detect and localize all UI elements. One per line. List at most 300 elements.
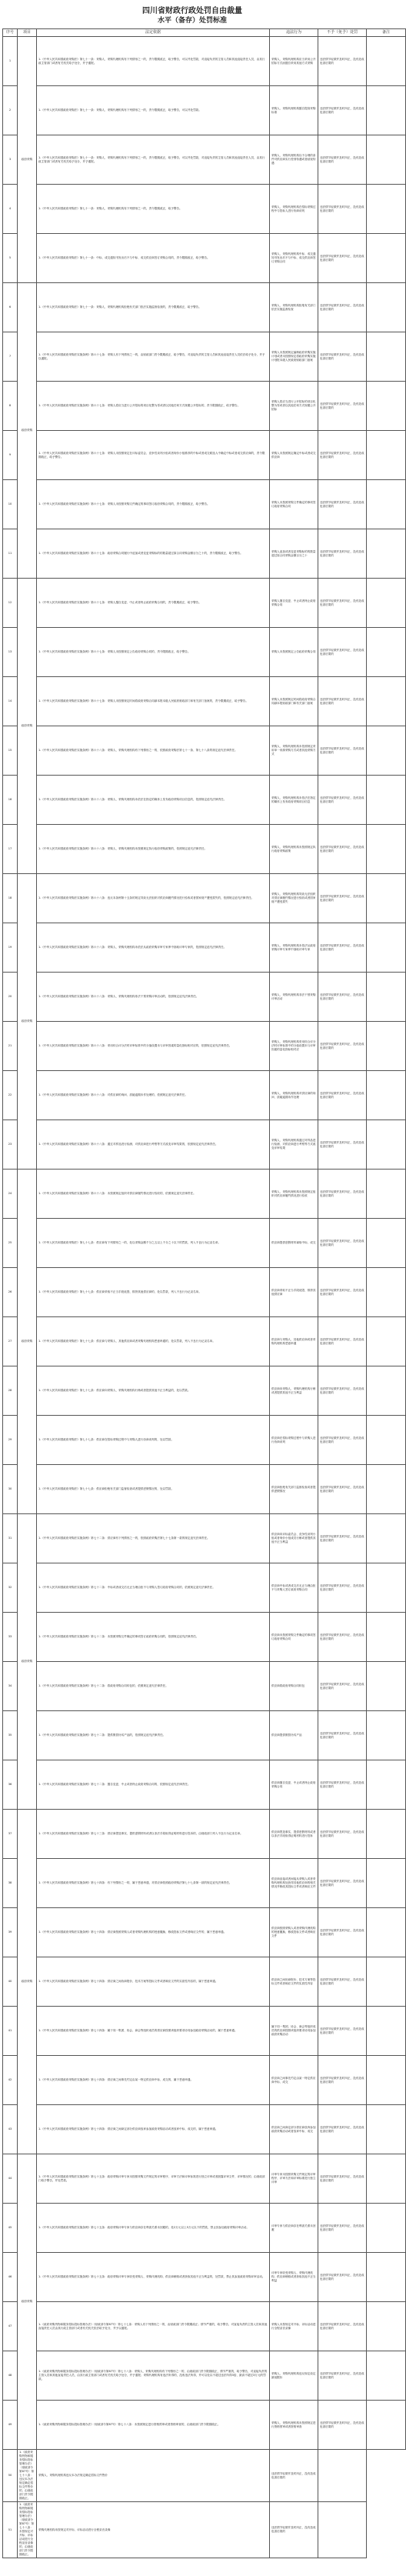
row-index-cell: 51 bbox=[3, 2502, 18, 2558]
remarks-cell bbox=[318, 2502, 367, 2558]
violation-cell: 采购人、采购代理机构未依照规定采用单一来源采购方式或者其他采购方式 bbox=[270, 726, 318, 776]
legal-basis-cell: 1.《中华人民共和国政府采购法实施条例》第六十八条：采购人、采购代理机构未依法从政府采购评审专家库中抽取评审专家的，依照规定追究法律责任。 bbox=[37, 923, 270, 973]
table-row bbox=[3, 2351, 406, 2401]
table-row bbox=[3, 86, 406, 135]
violation-cell: 采购人、采购代理机构未依法从政府采购评审专家库中抽取评审专家 bbox=[270, 923, 318, 973]
section-label-cell: 政府采购 bbox=[18, 1514, 37, 1810]
legal-basis-cell: 1.《中华人民共和国政府采购法实施条例》第六十八条：对供应商的询问、质疑逾期未作处理的，依照规定追究法律责任。 bbox=[37, 1071, 270, 1120]
legal-basis-cell: 1.《政府采购货物和服务招标投标管理办法》（财政部令第87号）第七十八条：未按照规定进行资格预审或者资格审查的，由财政部门责令限期改正。 bbox=[37, 2401, 270, 2450]
legal-basis-cell: 1.《中华人民共和国政府采购法实施条例》第七十四条：供应商之间商定部分供应商放弃参加政府采购活动或者放弃中标、成交的，属于恶意串通。 bbox=[37, 2105, 270, 2154]
remarks-cell bbox=[367, 2007, 406, 2056]
violation-cell: 采购人未按照规定编制政府采购实施计划或者未按照规定将政府采购实施计划报本级人民政府财政部门备案 bbox=[270, 332, 318, 382]
violation-cell: 供应商将政府采购合同转包 bbox=[270, 1662, 318, 1711]
table-row bbox=[3, 2302, 406, 2351]
remarks-cell bbox=[367, 234, 406, 283]
row-index-cell: 15 bbox=[3, 726, 18, 776]
row-index-cell: 43 bbox=[3, 2105, 18, 2154]
row-index-cell: 40 bbox=[3, 1957, 18, 2007]
violation-cell: 供应商捏造事实、提供虚假材料或者以非法手段取得证明材料进行投诉 bbox=[270, 1810, 318, 1859]
row-index-cell: 23 bbox=[3, 1120, 18, 1170]
no-penalty-cell: 违法情节轻微并及时纠正，没有造成危害后果的 bbox=[318, 1613, 367, 1662]
row-index-cell: 9 bbox=[3, 431, 18, 480]
no-penalty-cell: 违法情节轻微并及时纠正，没有造成危害后果的 bbox=[318, 2204, 367, 2253]
row-index-cell: 50 bbox=[3, 2450, 18, 2502]
document-subtitle: 水平（备存）处罚标准 bbox=[157, 17, 227, 25]
legal-basis-cell: 1.《中华人民共和国政府采购法》第七十七条：供应商向采购人、采购代理机构行贿或者提供其他不正当利益的，处以罚款。 bbox=[37, 1366, 270, 1416]
legal-basis-cell: 1.《中华人民共和国政府采购法实施条例》第六十八条：通过对样品进行检测、对供应商进行考察等方式改变评审结果的，依照规定追究法律责任。 bbox=[37, 1120, 270, 1170]
violation-cell: 采购人、采购代理机构未依法在指定的媒体上发布政府采购项目信息 bbox=[270, 776, 318, 825]
legal-basis-cell: 1.《政府采购货物和服务招标投标管理办法》（财政部令第87号）第七十八条：违反本办法规定确定招标文件售价的，由财政部门责令限期改正。 bbox=[18, 2450, 37, 2502]
no-penalty-cell: 违法情节轻微并及时纠正，没有造成危害后果的 bbox=[318, 2154, 367, 2204]
remarks-cell bbox=[367, 382, 406, 431]
table-row bbox=[3, 529, 406, 579]
row-index-cell: 39 bbox=[3, 1908, 18, 1957]
table-row bbox=[3, 579, 406, 628]
legal-basis-cell: 1.《中华人民共和国政府采购法实施条例》第六十七条：政府采购合同履行中追加或者变更采购标的的数量超过原合同采购金额百分之十的，责令限期改正，给予警告。 bbox=[37, 529, 270, 579]
violation-cell: 采购人、采购代理机构非法干预采购评审活动 bbox=[270, 973, 318, 1022]
violation-cell: 采购人、采购代理机构未按照规定进行资格预审或者资格审查 bbox=[270, 2401, 318, 2450]
row-index-cell: 10 bbox=[3, 480, 18, 529]
violation-cell: 供应商中标或者成交后无正当理由拒不与采购人签订政府采购合同 bbox=[270, 1563, 318, 1613]
column-header-index: 序号 bbox=[3, 29, 18, 37]
table-row bbox=[3, 1366, 406, 1416]
legal-basis-cell: 1.《中华人民共和国政府采购法实施条例》第七十二条：中标或者成交后无正当理由拒不与采购人签订政府采购合同的，依照规定追究法律责任。 bbox=[37, 1563, 270, 1613]
legal-basis-cell: 1.《中华人民共和国政府采购法实施条例》第七十四条：有下列情形之一的，属于恶意串通，对供应商依照政府采购法第七十七条第一款的规定追究法律责任。 bbox=[37, 1859, 270, 1908]
row-index-cell: 24 bbox=[3, 1170, 18, 1219]
row-index-cell: 46 bbox=[3, 2253, 18, 2302]
violation-cell: 供应商向采购人、采购代理机构行贿或者提供其他不正当利益 bbox=[270, 1366, 318, 1416]
violation-cell: 供应商拒绝有关部门监督检查或者提供虚假情况 bbox=[270, 1465, 318, 1514]
violation-cell: 采购人未按规定对开标、评标活动进行全程录音录像 bbox=[270, 2302, 318, 2351]
remarks-cell bbox=[367, 1219, 406, 1268]
violation-cell: 供应商未按照采购文件确定的事项签订政府采购合同 bbox=[270, 1613, 318, 1662]
table-row bbox=[3, 2154, 406, 2204]
row-index-cell: 3 bbox=[3, 135, 18, 185]
no-penalty-cell: 违法情节轻微并及时纠正，没有造成危害后果的 bbox=[318, 2401, 367, 2450]
remarks-cell bbox=[367, 1859, 406, 1908]
no-penalty-cell: 违法情节轻微并及时纠正，没有造成危害后果的 bbox=[318, 480, 367, 529]
table-row bbox=[3, 1170, 406, 1219]
violation-cell: 采购人、采购代理机构拒绝有关部门依法实施监督检查 bbox=[270, 283, 318, 332]
legal-basis-cell: 1.《中华人民共和国政府采购法》第七十一条：中标、成交通知书发出后不与中标、成交供应商签订采购合同的，责令限期改正，给予警告。 bbox=[37, 234, 270, 283]
no-penalty-cell: 违法情节轻微并及时纠正，没有造成危害后果的 bbox=[318, 1760, 367, 1810]
remarks-cell bbox=[367, 2253, 406, 2302]
no-penalty-cell: 违法情节轻微并及时纠正，没有造成危害后果的 bbox=[318, 2105, 367, 2154]
violation-cell: 采购人、采购代理机构应当采用公开招标方式而擅自采用其他方式采购 bbox=[270, 37, 318, 86]
legal-basis-cell: 1.《中华人民共和国政府采购法》第七十一条：采购人、采购代理机构有下列情形之一的，责令限期改正，给予警告，可以并处罚款，对直接负责的主管人员和其他直接责任人员，由其行政主管部门或者有关机关给予处分，并予通报。 bbox=[37, 37, 270, 86]
table-row bbox=[3, 825, 406, 874]
remarks-cell bbox=[367, 1613, 406, 1662]
violation-cell: 采购人、采购代理机构违反规定设定最低限价 bbox=[270, 2351, 318, 2401]
row-index-cell: 14 bbox=[3, 677, 18, 726]
table-row bbox=[3, 1859, 406, 1908]
no-penalty-cell: 违法情节轻微并及时纠正，没有造成危害后果的 bbox=[318, 579, 367, 628]
row-index-cell: 49 bbox=[3, 2401, 18, 2450]
no-penalty-cell: 违法情节轻微并及时纠正，没有造成危害后果的 bbox=[318, 1268, 367, 1317]
remarks-cell bbox=[367, 1022, 406, 1071]
row-index-cell: 32 bbox=[3, 1563, 18, 1613]
no-penalty-cell: 违法情节轻微并及时纠正，没有造成危害后果的 bbox=[318, 2351, 367, 2401]
table-row bbox=[3, 2401, 406, 2450]
row-index-cell: 6 bbox=[3, 283, 18, 332]
no-penalty-cell: 违法情节轻微并及时纠正，没有造成危害后果的 bbox=[318, 185, 367, 234]
violation-cell: 供应商提供虚假材料谋取中标、成交 bbox=[270, 1219, 318, 1268]
no-penalty-cell: 违法情节轻微并及时纠正，没有造成危害后果的 bbox=[318, 1957, 367, 2007]
column-header-legal-basis: 法定依据 bbox=[37, 29, 270, 37]
remarks-cell bbox=[367, 2351, 406, 2401]
legal-basis-cell: 1.《政府采购货物和服务招标投标管理办法》（财政部令第87号）第七十八条：未按规定对开标、评标活动进行全程录音录像的，由财政部门责令限期改正。 bbox=[18, 2502, 37, 2558]
no-penalty-cell: 违法情节轻微并及时纠正，没有造成危害后果的 bbox=[318, 1170, 367, 1219]
no-penalty-cell: 违法情节轻微并及时纠正，没有造成危害后果的 bbox=[318, 677, 367, 726]
remarks-cell bbox=[367, 135, 406, 185]
no-penalty-cell: 违法情节轻微并及时纠正，没有造成危害后果的 bbox=[270, 2502, 318, 2558]
table-row bbox=[3, 1613, 406, 1662]
table-row bbox=[3, 2253, 406, 2302]
legal-basis-cell: 1.《中华人民共和国政府采购法实施条例》第七十二条：供应商有下列情形之一的，依照政府采购法第七十七条第一款的规定追究法律责任。 bbox=[37, 1514, 270, 1563]
remarks-cell bbox=[367, 2154, 406, 2204]
no-penalty-cell: 违法情节轻微并及时纠正，没有造成危害后果的 bbox=[318, 1071, 367, 1120]
remarks-cell bbox=[318, 2450, 367, 2502]
table-row bbox=[3, 1317, 406, 1366]
table-row bbox=[3, 431, 406, 480]
row-index-cell: 20 bbox=[3, 973, 18, 1022]
violation-cell: 采购人未按照规定公告政府采购合同 bbox=[270, 628, 318, 677]
legal-basis-cell: 1.《中华人民共和国政府采购法》第七十七条：供应商与采购人、其他供应商或者采购代理机构恶意串通的，处以罚款，列入不良行为记录名单。 bbox=[37, 1317, 270, 1366]
violation-cell: 供应商直接或者间接从采购人或者采购代理机构处获得其他供应商的相关情况并修改其投标文件或者响应文件 bbox=[270, 1859, 318, 1908]
violation-cell: 供应商在招标采购过程中与采购人进行协商谈判 bbox=[270, 1416, 318, 1465]
no-penalty-cell: 违法情节轻微并及时纠正，没有造成危害后果的 bbox=[318, 529, 367, 579]
no-penalty-cell: 违法情节轻微并及时纠正，没有造成危害后果的 bbox=[318, 1219, 367, 1268]
violation-cell: 采购人、采购代理机构采用综合评分法时评审标准中的分值设置未与评审因素的量化指标相对应 bbox=[270, 1022, 318, 1071]
legal-basis-cell: 1.《中华人民共和国政府采购法实施条例》第六十七条：采购人擅自变更、中止或者终止政府采购合同的，责令限期改正，给予警告。 bbox=[37, 579, 270, 628]
table-row bbox=[3, 2204, 406, 2253]
legal-basis-cell: 1.《中华人民共和国政府采购法实施条例》第六十七条：采购人有下列情形之一的，由财政部门责令限期改正，给予警告，对直接负责的主管人员和其他直接责任人员依法给予处分，并予以通报。 bbox=[37, 332, 270, 382]
penalty-standards-table bbox=[2, 28, 406, 2558]
table-row bbox=[3, 1022, 406, 1071]
row-index-cell: 2 bbox=[3, 86, 18, 135]
violation-cell: 采购人、采购代理机构未按照规定组织对供应商履约情况进行验收 bbox=[270, 1170, 318, 1219]
column-header-item: 项目 bbox=[18, 29, 37, 37]
row-index-cell: 36 bbox=[3, 1760, 18, 1810]
row-index-cell: 1 bbox=[3, 37, 18, 86]
no-penalty-cell: 违法情节轻微并及时纠正，没有造成危害后果的 bbox=[318, 135, 367, 185]
no-penalty-cell: 违法情节轻微并及时纠正，没有造成危害后果的 bbox=[318, 1908, 367, 1957]
row-index-cell: 16 bbox=[3, 776, 18, 825]
no-penalty-cell: 违法情节轻微并及时纠正，没有造成危害后果的 bbox=[318, 283, 367, 332]
table-row bbox=[3, 1563, 406, 1613]
no-penalty-cell: 违法情节轻微并及时纠正，没有造成危害后果的 bbox=[318, 1416, 367, 1465]
legal-basis-cell: 1.《中华人民共和国政府采购法实施条例》第七十三条：供应商捏造事实、提供虚假材料或者以非法手段取得证明材料进行投诉的，由财政部门列入不良行为记录名单。 bbox=[37, 1810, 270, 1859]
table-row bbox=[3, 1219, 406, 1268]
row-index-cell: 37 bbox=[3, 1810, 18, 1859]
row-index-cell: 18 bbox=[3, 874, 18, 923]
table-row bbox=[3, 2105, 406, 2154]
no-penalty-cell: 违法情节轻微并及时纠正，没有造成危害后果的 bbox=[318, 1366, 367, 1416]
legal-basis-cell: 1.《中华人民共和国政府采购法实施条例》第六十八条：未按照规定组织对供应商履约情况进行验收的，依照规定追究法律责任。 bbox=[37, 1170, 270, 1219]
remarks-cell bbox=[367, 86, 406, 135]
table-row bbox=[3, 1957, 406, 2007]
legal-basis-cell: 1.《中华人民共和国政府采购法实施条例》第六十八条：采购人、采购代理机构非法干预采购评审活动的，依照规定追究法律责任。 bbox=[37, 973, 270, 1022]
row-index-cell: 29 bbox=[3, 1416, 18, 1465]
no-penalty-cell: 违法情节轻微并及时纠正，没有造成危害后果的 bbox=[318, 86, 367, 135]
section-label-cell: 政府采购 bbox=[18, 579, 37, 874]
legal-basis-cell: 1.《中华人民共和国政府采购法》第七十七条：供应商在招标采购过程中与采购人进行协商谈判的，处以罚款。 bbox=[37, 1416, 270, 1465]
legal-basis-cell: 1.《中华人民共和国政府采购法实施条例》第六十七条：采购人未按照采购文件确定的事项签订政府采购合同的，责令限期改正，给予警告。 bbox=[37, 480, 270, 529]
violation-cell: 采购人未按照规定时间将政府采购合同副本报财政部门和有关部门备案 bbox=[270, 677, 318, 726]
violation-cell: 供应商向评标委员会、竞争性谈判小组或者询价小组成员行贿或者提供其他不正当利益 bbox=[270, 1514, 318, 1563]
table-row bbox=[3, 973, 406, 1022]
remarks-cell bbox=[367, 923, 406, 973]
no-penalty-cell: 违法情节轻微并及时纠正，没有造成危害后果的 bbox=[318, 1662, 367, 1711]
row-index-cell: 13 bbox=[3, 628, 18, 677]
row-index-cell: 44 bbox=[3, 2154, 18, 2204]
no-penalty-cell: 违法情节轻微并及时纠正，没有造成危害后果的 bbox=[318, 776, 367, 825]
table-row bbox=[3, 776, 406, 825]
row-index-cell: 33 bbox=[3, 1613, 18, 1662]
legal-basis-cell: 1.《中华人民共和国政府采购法》第七十一条：采购人、采购代理机构拒绝有关部门依法实施监督检查的，责令限期改正，给予警告。 bbox=[37, 283, 270, 332]
remarks-cell bbox=[367, 2105, 406, 2154]
remarks-cell bbox=[367, 2056, 406, 2105]
table-row bbox=[3, 677, 406, 726]
table-row bbox=[3, 1760, 406, 1810]
legal-basis-cell: 1.《中华人民共和国政府采购法实施条例》第七十二条：将政府采购合同转包的，依照规定追究法律责任。 bbox=[37, 1662, 270, 1711]
violation-cell: 评审专家收受采购人、采购代理机构、供应商贿赂或者获取其他不正当利益 bbox=[270, 2253, 318, 2302]
remarks-cell bbox=[367, 1268, 406, 1317]
table-row bbox=[3, 37, 406, 86]
row-index-cell: 30 bbox=[3, 1465, 18, 1514]
no-penalty-cell: 违法情节轻微并及时纠正，没有造成危害后果的 bbox=[318, 2253, 367, 2302]
table-row bbox=[3, 332, 406, 382]
violation-cell: 评审专家未按照采购文件规定的评审程序、评审方法和评审标准进行独立评审 bbox=[270, 2154, 318, 2204]
legal-basis-cell: 1.《政府采购货物和服务招标投标管理办法》（财政部令第87号）第七十七条：采购人有下列情形之一的，由财政部门责令限期改正；情节严重的，给予警告，对直接负责的主管人员和其他直接责任人员由其行政主管部门或者有关机关依法给予处分，并予以通报。 bbox=[37, 2302, 270, 2351]
legal-basis-cell: 1.《中华人民共和国政府采购法实施条例》第六十八条：采用综合评分法时评审标准中的分值设置未与评审因素的量化指标相对应的，依照规定追究法律责任。 bbox=[37, 1022, 270, 1071]
no-penalty-cell: 违法情节轻微并及时纠正，没有造成危害后果的 bbox=[318, 1514, 367, 1563]
table-row bbox=[3, 2502, 406, 2558]
legal-basis-cell: 1.《中华人民共和国政府采购法实施条例》第七十四条：属于同一集团、协会、商会等组织成员的供应商按照该组织要求协同参加政府采购活动的，属于恶意串通。 bbox=[37, 2007, 270, 2056]
legal-basis-cell: 1.《中华人民共和国政府采购法实施条例》第七十二条：擅自变更、中止或者终止政府采购合同的，依照规定追究法律责任。 bbox=[37, 1760, 270, 1810]
section-label-cell: 政府采购 bbox=[18, 2154, 37, 2450]
section-label-cell: 政府采购 bbox=[18, 283, 37, 579]
row-index-cell: 8 bbox=[3, 382, 18, 431]
legal-basis-cell: 1.《中华人民共和国政府采购法实施条例》第六十七条：采购人将应当进行公开招标的项目化整为零或者以其他任何方式规避公开招标的，责令限期改正，给予警告。 bbox=[37, 382, 270, 431]
no-penalty-cell: 违法情节轻微并及时纠正，没有造成危害后果的 bbox=[318, 1317, 367, 1366]
row-index-cell: 12 bbox=[3, 579, 18, 628]
legal-basis-cell: 1.《中华人民共和国政府采购法》第七十七条：供应商有下列情形之一的，处以采购金额千分之五以上千分之十以下的罚款，列入不良行为记录名单。 bbox=[37, 1219, 270, 1268]
table-row bbox=[3, 2450, 406, 2502]
row-index-cell: 41 bbox=[3, 2007, 18, 2056]
legal-basis-cell: 1.《中华人民共和国政府采购法》第七十一条：采购人、采购代理机构有下列情形之一的，责令限期改正，给予警告，可以并处罚款。 bbox=[37, 86, 270, 135]
no-penalty-cell: 违法情节轻微并及时纠正，没有造成危害后果的 bbox=[270, 2450, 318, 2502]
no-penalty-cell: 违法情节轻微并及时纠正，没有造成危害后果的 bbox=[318, 726, 367, 776]
remarks-cell bbox=[367, 480, 406, 529]
remarks-cell bbox=[367, 332, 406, 382]
table-row bbox=[3, 1514, 406, 1563]
column-header-remarks: 备注 bbox=[367, 29, 406, 37]
no-penalty-cell: 违法情节轻微并及时纠正，没有造成危害后果的 bbox=[318, 1465, 367, 1514]
remarks-cell bbox=[367, 2302, 406, 2351]
remarks-cell bbox=[367, 1760, 406, 1810]
violation-cell: 属于同一集团、协会、商会等组织成员的供应商按照该组织要求协同参加政府采购活动 bbox=[270, 2007, 318, 2056]
violation-cell: 采购人、采购代理机构擅自提高采购标准 bbox=[270, 86, 318, 135]
remarks-cell bbox=[367, 1170, 406, 1219]
remarks-cell bbox=[367, 1563, 406, 1613]
no-penalty-cell: 违法情节轻微并及时纠正，没有造成危害后果的 bbox=[318, 874, 367, 923]
remarks-cell bbox=[367, 283, 406, 332]
remarks-cell bbox=[367, 1662, 406, 1711]
legal-basis-cell: 1.《中华人民共和国政府采购法》第七十一条：采购人、采购代理机构有下列情形之一的，责令限期改正，给予警告。 bbox=[37, 185, 270, 234]
violation-cell: 采购代理机构未按规定对开标、评标活动进行全程录音录像 bbox=[37, 2502, 270, 2558]
row-index-cell: 11 bbox=[3, 529, 18, 579]
row-index-cell: 45 bbox=[3, 2204, 18, 2253]
column-header-violation: 违法行为 bbox=[270, 29, 318, 37]
table-row bbox=[3, 1465, 406, 1514]
row-index-cell: 48 bbox=[3, 2351, 18, 2401]
violation-cell: 供应商采取不正当手段诋毁、排挤其他供应商 bbox=[270, 1268, 318, 1317]
table-row bbox=[3, 1908, 406, 1957]
remarks-cell bbox=[367, 1957, 406, 2007]
remarks-cell bbox=[367, 973, 406, 1022]
violation-cell: 采购人、采购代理机构导致无法组织对供应商履约情况进行验收或者国家财产遭受损失 bbox=[270, 874, 318, 923]
legal-basis-cell: 1.《中华人民共和国政府采购法实施条例》第七十四条：供应商之间事先约定由某一特定供应商中标、成交的，属于恶意串通。 bbox=[37, 2056, 270, 2105]
row-index-cell: 5 bbox=[3, 234, 18, 283]
legal-basis-cell: 1.《政府采购货物和服务招标投标管理办法》（财政部令第87号）第七十八条：采购人、采购代理机构有下列情形之一的，由财政部门责令限期改正，情节严重的，给予警告，对直接负责的主管人员和其他直接责任人员，由其行政主管部门或者有关机关给予处分，并予通报；采购代理机构有违法所得的，没收违法所得，并可以处以不超过违法所得3倍、最高不超过3万元的罚款。 bbox=[37, 2351, 270, 2401]
legal-basis-cell: 1.《中华人民共和国政府采购法实施条例》第七十五条：政府采购评审专家未按照采购文件规定的评审程序、评审方法和评审标准进行独立评审或者泄露评审文件、评审情况的，由财政部门给予警告，并处罚款。 bbox=[37, 2154, 270, 2204]
legal-basis-cell: 1.《中华人民共和国政府采购法》第七十七条：供应商拒绝有关部门监督检查或者提供虚假情况的，处以罚款。 bbox=[37, 1465, 270, 1514]
violation-cell: 供应商之间商定部分供应商放弃参加政府采购活动或者放弃中标、成交 bbox=[270, 2105, 318, 2154]
remarks-cell bbox=[367, 579, 406, 628]
violation-cell: 采购人追加或者变更采购标的的数量超过原合同采购金额百分之十 bbox=[270, 529, 318, 579]
violation-cell: 供应商之间事先约定由某一特定供应商中标、成交 bbox=[270, 2056, 318, 2105]
remarks-cell bbox=[367, 185, 406, 234]
no-penalty-cell: 违法情节轻微并及时纠正，没有造成危害后果的 bbox=[318, 332, 367, 382]
section-label-cell: 政府采购 bbox=[18, 874, 37, 1170]
legal-basis-cell: 1.《中华人民共和国政府采购法实施条例》第七十二条：提供假冒伪劣产品的，依照规定追究法律责任。 bbox=[37, 1711, 270, 1760]
table-row bbox=[3, 234, 406, 283]
violation-cell: 评审专家与供应商存在利害关系未回避 bbox=[270, 2204, 318, 2253]
table-header-row bbox=[3, 29, 406, 37]
row-index-cell: 7 bbox=[3, 332, 18, 382]
section-label-cell: 政府采购 bbox=[18, 1170, 37, 1514]
remarks-cell bbox=[367, 37, 406, 86]
remarks-cell bbox=[367, 1071, 406, 1120]
violation-cell: 采购人、采购代理机构对供应商的询问、质疑逾期未作处理 bbox=[270, 1071, 318, 1120]
violation-cell: 采购人、采购代理机构未按照规定执行政府采购政策 bbox=[270, 825, 318, 874]
violation-cell: 采购人、采购代理机构通过对样品进行检测、对供应商进行考察等方式改变评审结果 bbox=[270, 1120, 318, 1170]
legal-basis-cell: 1.《中华人民共和国政府采购法实施条例》第六十八条：采购人、采购代理机构有下列情形之一的，依照政府采购法第七十一条、第七十八条的规定追究法律责任。 bbox=[37, 726, 270, 776]
violation-cell: 采购人将应当进行公开招标的项目化整为零或者以其他任何方式规避公开招标 bbox=[270, 382, 318, 431]
remarks-cell bbox=[367, 1514, 406, 1563]
remarks-cell bbox=[367, 1366, 406, 1416]
violation-cell: 采购人未按照采购文件确定的事项签订政府采购合同 bbox=[270, 480, 318, 529]
no-penalty-cell: 违法情节轻微并及时纠正，没有造成危害后果的 bbox=[318, 1711, 367, 1760]
remarks-cell bbox=[367, 1908, 406, 1957]
legal-basis-cell: 1.《中华人民共和国政府采购法》第七十一条：采购人、采购代理机构有下列情形之一的，责令限期改正，给予警告，可以并处罚款，对直接负责的主管人员和其他直接责任人员，由其行政主管部门或者有关机关给予处分，并予通报。 bbox=[37, 135, 270, 185]
no-penalty-cell: 违法情节轻微并及时纠正，没有造成危害后果的 bbox=[318, 431, 367, 480]
no-penalty-cell: 违法情节轻微并及时纠正，没有造成危害后果的 bbox=[318, 382, 367, 431]
violation-cell: 采购人、采购代理机构违反本办法规定确定招标文件售价 bbox=[37, 2450, 270, 2502]
violation-cell: 供应商按照采购人或者采购代理机构的授意撤换、修改投标文件或者响应文件 bbox=[270, 1908, 318, 1957]
remarks-cell bbox=[367, 726, 406, 776]
no-penalty-cell: 违法情节轻微并及时纠正，没有造成危害后果的 bbox=[318, 2302, 367, 2351]
section-label-cell: 政府采购 bbox=[18, 1810, 37, 2154]
legal-basis-cell: 1.《中华人民共和国政府采购法实施条例》第六十七条：采购人未按照规定公告政府采购合同的，责令限期改正，给予警告。 bbox=[37, 628, 270, 677]
table-row bbox=[3, 726, 406, 776]
table-row bbox=[3, 874, 406, 923]
violation-cell: 供应商擅自变更、中止或者终止政府采购合同 bbox=[270, 1760, 318, 1810]
legal-basis-cell: 1.《中华人民共和国政府采购法实施条例》第六十八条：违反本条例第十五条的规定导致无法组织对供应商履约情况进行验收或者国家财产遭受损失的，依照规定追究法律责任。 bbox=[37, 874, 270, 923]
remarks-cell bbox=[367, 825, 406, 874]
row-index-cell: 42 bbox=[3, 2056, 18, 2105]
legal-basis-cell: 1.《中华人民共和国政府采购法实施条例》第六十七条：采购人未按照规定在评标委员会、竞争性谈判小组或者询价小组推荐的中标或者成交候选人中确定中标或者成交供应商的，责令限期改正，给予警告。 bbox=[37, 431, 270, 480]
remarks-cell bbox=[367, 1317, 406, 1366]
violation-cell: 采购人擅自变更、中止或者终止政府采购合同 bbox=[270, 579, 318, 628]
section-label-cell: 政府采购 bbox=[18, 37, 37, 283]
table-row bbox=[3, 1416, 406, 1465]
remarks-cell bbox=[367, 677, 406, 726]
legal-basis-cell: 1.《中华人民共和国政府采购法实施条例》第六十八条：采购人、采购代理机构未按照规定执行政府采购政策的，依照规定追究法律责任。 bbox=[37, 825, 270, 874]
no-penalty-cell: 违法情节轻微并及时纠正，没有造成危害后果的 bbox=[318, 923, 367, 973]
remarks-cell bbox=[367, 529, 406, 579]
legal-basis-cell: 1.《中华人民共和国政府采购法实施条例》第七十四条：供应商之间协商报价、技术方案等投标文件或者响应文件的实质性内容的，属于恶意串通。 bbox=[37, 1957, 270, 2007]
remarks-cell bbox=[367, 1810, 406, 1859]
row-index-cell: 38 bbox=[3, 1859, 18, 1908]
table-row bbox=[3, 2056, 406, 2105]
violation-cell: 采购人未按照规定确定中标或者成交供应商 bbox=[270, 431, 318, 480]
legal-basis-cell: 1.《中华人民共和国政府采购法实施条例》第七十五条：政府采购评审专家与供应商存在利害关系未回避的，处2万元以上5万元以下的罚款，禁止其参加政府采购评审活动。 bbox=[37, 2204, 270, 2253]
violation-cell: 供应商提供假冒伪劣产品 bbox=[270, 1711, 318, 1760]
remarks-cell bbox=[367, 2401, 406, 2450]
row-index-cell: 31 bbox=[3, 1514, 18, 1563]
no-penalty-cell: 违法情节轻微并及时纠正，没有造成危害后果的 bbox=[318, 1859, 367, 1908]
no-penalty-cell: 违法情节轻微并及时纠正，没有造成危害后果的 bbox=[318, 1810, 367, 1859]
table-row bbox=[3, 1120, 406, 1170]
row-index-cell: 26 bbox=[3, 1268, 18, 1317]
legal-basis-cell: 1.《中华人民共和国政府采购法实施条例》第七十二条：未按照采购文件确定的事项签订政府采购合同的，依照规定追究法律责任。 bbox=[37, 1613, 270, 1662]
violation-cell: 采购人、采购代理机构在招标采购过程中与投标人进行协商谈判 bbox=[270, 185, 318, 234]
row-index-cell: 17 bbox=[3, 825, 18, 874]
table-row bbox=[3, 1711, 406, 1760]
no-penalty-cell: 违法情节轻微并及时纠正，没有造成危害后果的 bbox=[318, 1563, 367, 1613]
no-penalty-cell: 违法情节轻微并及时纠正，没有造成危害后果的 bbox=[318, 37, 367, 86]
row-index-cell: 35 bbox=[3, 1711, 18, 1760]
table-row bbox=[3, 1662, 406, 1711]
table-row bbox=[3, 1810, 406, 1859]
table-row bbox=[3, 1268, 406, 1317]
violation-cell: 采购人、采购代理机构以不合理的条件对供应商实行差别待遇或者歧视待遇 bbox=[270, 135, 318, 185]
table-row bbox=[3, 283, 406, 332]
legal-basis-cell: 1.《中华人民共和国政府采购法实施条例》第六十七条：采购人未按照规定时间将政府采购合同副本报本级人民政府财政部门和有关部门备案的，责令限期改正，给予警告。 bbox=[37, 677, 270, 726]
remarks-cell bbox=[367, 1120, 406, 1170]
remarks-cell bbox=[367, 628, 406, 677]
table-row bbox=[3, 135, 406, 185]
remarks-cell bbox=[367, 1465, 406, 1514]
table-row bbox=[3, 923, 406, 973]
violation-cell: 供应商之间协商报价、技术方案等投标文件或者响应文件的实质性内容 bbox=[270, 1957, 318, 2007]
no-penalty-cell: 违法情节轻微并及时纠正，没有造成危害后果的 bbox=[318, 973, 367, 1022]
legal-basis-cell: 1.《中华人民共和国政府采购法实施条例》第七十四条：供应商按照采购人或者采购代理机构的授意撤换、修改投标文件或者响应文件的，属于恶意串通。 bbox=[37, 1908, 270, 1957]
row-index-cell: 34 bbox=[3, 1662, 18, 1711]
remarks-cell bbox=[367, 2204, 406, 2253]
row-index-cell: 25 bbox=[3, 1219, 18, 1268]
row-index-cell: 28 bbox=[3, 1366, 18, 1416]
legal-basis-cell: 1.《中华人民共和国政府采购法》第七十七条：供应商采取不正当手段诋毁、排挤其他供应商的，处以罚款，列入不良行为记录名单。 bbox=[37, 1268, 270, 1317]
table-row bbox=[3, 628, 406, 677]
violation-cell: 采购人、采购代理机构中标、成交通知书发出后不与中标、成交供应商签订采购合同 bbox=[270, 234, 318, 283]
no-penalty-cell: 违法情节轻微并及时纠正，没有造成危害后果的 bbox=[318, 2007, 367, 2056]
no-penalty-cell: 违法情节轻微并及时纠正，没有造成危害后果的 bbox=[318, 825, 367, 874]
row-index-cell: 22 bbox=[3, 1071, 18, 1120]
document-title: 四川省财政行政处罚自由裁量 bbox=[142, 7, 242, 15]
